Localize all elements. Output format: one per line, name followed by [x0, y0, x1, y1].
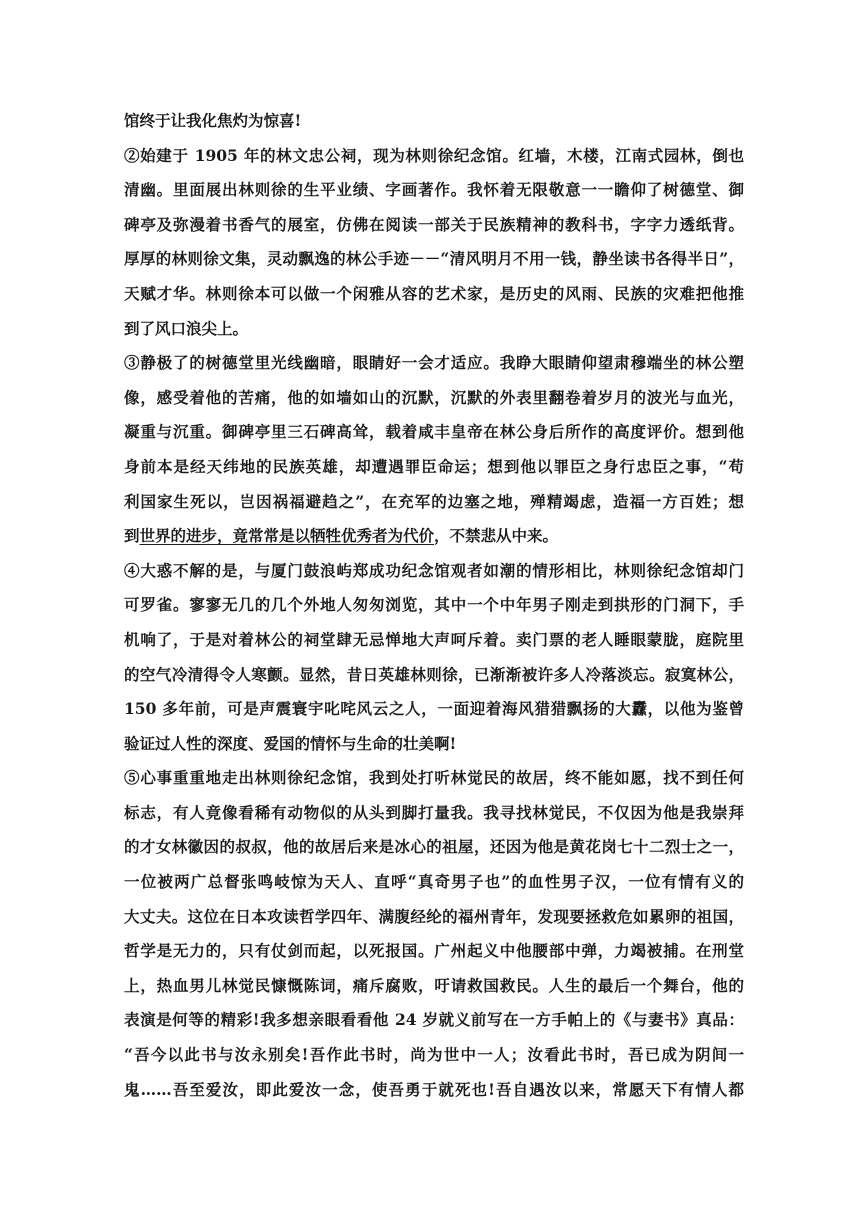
text-line: 碑亭及弥漫着书香气的展室，仿佛在阅读一部关于民族精神的教科书，字字力透纸背。 — [124, 214, 744, 234]
text-line: 的空气冷清得令人寒颤。显然，昔日英雄林则徐，已渐渐被许多人冷落淡忘。寂寞林公， — [124, 664, 744, 684]
text-line: 150 多年前，可是声震寰宇叱咤风云之人，一面迎着海风猎猎飘扬的大纛，以他为鉴曾 — [124, 699, 744, 719]
text-line: 鬼……吾至爱汝，即此爱汝一念，使吾勇于就死也!吾自遇汝以来，常愿天下有情人都 — [124, 1079, 744, 1099]
text-line-underlined: 到世界的进步，竟常常是以牺牲优秀者为代价，不禁悲从中来。 — [124, 526, 559, 546]
text-line: ④大惑不解的是，与厦门鼓浪屿郑成功纪念馆观者如潮的情形相比，林则徐纪念馆却门 — [124, 560, 744, 580]
text-line: 的才女林徽因的叔叔，他的故居后来是冰心的祖屋，还因为他是黄花岗七十二烈士之一， — [124, 837, 744, 857]
text-line: 身前本是经天纬地的民族英雄，却遭遇罪臣命运；想到他以罪臣之身行忠臣之事，“苟 — [124, 456, 744, 476]
text-line: 到了风口浪尖上。 — [124, 318, 249, 338]
text-line: 可罗雀。寥寥无几的几个外地人匆匆浏览，其中一个中年男子刚走到拱形的门洞下，手 — [124, 595, 744, 615]
text-line: 一位被两广总督张鸣岐惊为天人、直呼“真奇男子也”的血性男子汉，一位有情有义的 — [124, 872, 744, 892]
text-line: 利国家生死以，岂因祸福避趋之”，在充军的边塞之地，殚精竭虑，造福一方百姓；想 — [124, 491, 744, 511]
text-line: 大丈夫。这位在日本攻读哲学四年、满腹经纶的福州青年，发现要拯救危如累卵的祖国， — [124, 906, 744, 926]
text-line: “吾今以此书与汝永别矣!吾作此书时，尚为世中一人；汝看此书时，吾已成为阴间一 — [124, 1045, 744, 1065]
text-line: 凝重与沉重。御碑亭里三石碑高耸，载着咸丰皇帝在林公身后所作的高度评价。想到他 — [124, 422, 744, 442]
text-line: 天赋才华。林则徐本可以做一个闲雅从容的艺术家，是历史的风雨、民族的灾难把他推 — [124, 283, 744, 303]
text-line: 标志，有人竟像看稀有动物似的从头到脚打量我。我寻找林觉民，不仅因为他是我崇拜 — [124, 802, 744, 822]
text-line: ⑤心事重重地走出林则徐纪念馆，我到处打听林觉民的故居，终不能如愿，找不到任何 — [124, 768, 744, 788]
essay-page — [124, 104, 744, 1107]
text-line: 机响了，于是对着林公的祠堂肆无忌惮地大声呵斥着。卖门票的老人睡眼蒙胧，庭院里 — [124, 629, 744, 649]
text-line: 清幽。里面展出林则徐的生平业绩、字画著作。我怀着无限敬意一一瞻仰了树德堂、御 — [124, 180, 744, 200]
text-line: 像，感受着他的苦痛，他的如墙如山的沉默，沉默的外表里翻卷着岁月的波光与血光， — [124, 387, 744, 407]
text-line: 验证过人性的深度、爱国的情怀与生命的壮美啊! — [124, 733, 457, 753]
text-line: 馆终于让我化焦灼为惊喜! — [124, 111, 302, 130]
underlined-phrase: 世界的进步，竟常常是以牺牲优秀者为代价 — [139, 526, 435, 546]
text-line: 上，热血男儿林觉民慷慨陈词，痛斥腐败，吁请救国救民。人生的最后一个舞台，他的 — [124, 975, 744, 995]
text-line: ③静极了的树德堂里光线幽暗，眼睛好一会才适应。我睁大眼睛仰望肃穆端坐的林公塑 — [124, 353, 744, 373]
text-line: ②始建于 1905 年的林文忠公祠，现为林则徐纪念馆。红墙，木楼，江南式园林，倒也 — [124, 145, 744, 165]
text-line: 哲学是无力的，只有仗剑而起，以死报国。广州起义中他腰部中弹，力竭被捕。在刑堂 — [124, 941, 744, 961]
text-line: 表演是何等的精彩!我多想亲眼看看他 24 岁就义前写在一方手帕上的《与妻书》真品： — [124, 1010, 744, 1030]
text-line: 厚厚的林则徐文集，灵动飘逸的林公手迹－－“清风明月不用一钱，静坐读书各得半日”， — [124, 249, 744, 269]
